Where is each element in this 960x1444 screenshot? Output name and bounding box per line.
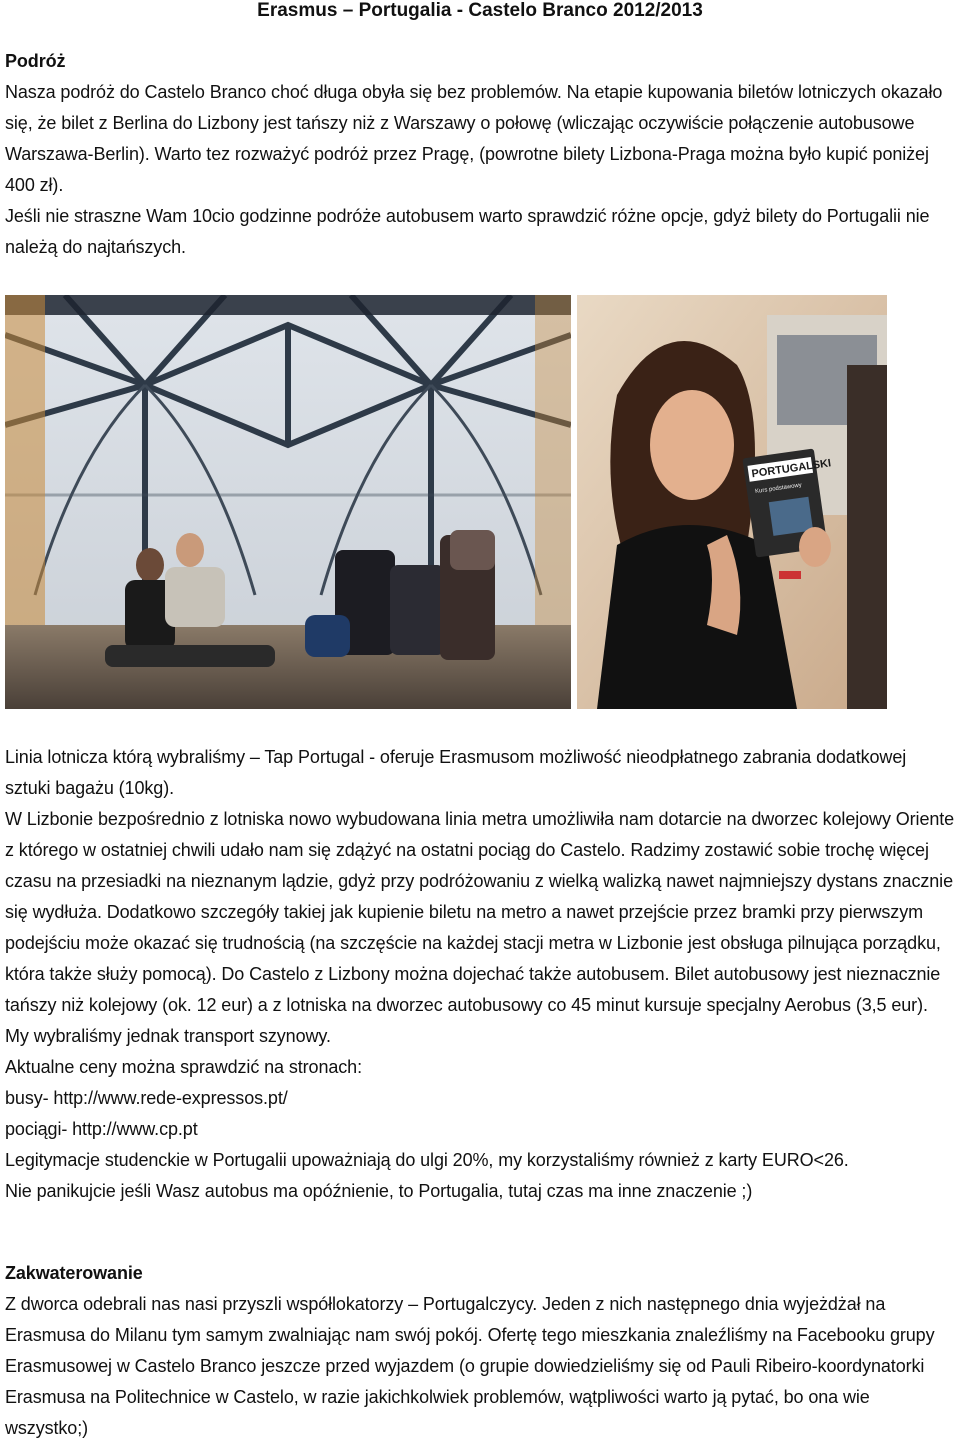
section-transport [5, 742, 955, 1207]
paragraph: Jeśli nie straszne Wam 10cio godzinne podróże autobusem warto sprawdzić różne opcje, gdyż bilety do Portugalii nie należą do najtańszych. [5, 206, 930, 257]
section-podroz [5, 46, 955, 263]
paragraph: Aktualne ceny można sprawdzić na stronach: [5, 1057, 362, 1077]
paragraph: Nie panikujcie jeśli Wasz autobus ma opóźnienie, to Portugalia, tutaj czas ma inne znaczenie ;) [5, 1181, 753, 1201]
bus-prices-link-line[interactable]: busy- http://www.rede-expressos.pt/ [5, 1088, 288, 1108]
document-title: Erasmus – Portugalia - Castelo Branco 2012/2013 [257, 0, 703, 21]
book-cover-title: PORTUGALSKI [750, 457, 832, 481]
paragraph: Nasza podróż do Castelo Branco choć długa obyła się bez problemów. Na etapie kupowania biletów lotniczych okazało się, że bilet z Berlina do Lizbony jest tańszy niż z Warszawy o połowę (wliczając oczywiście połączenie autobusowe Warszawa-Berlin). Warto tez rozważyć podróż przez Pragę, (powrotne bilety Lizbona-Praga można było kupić poniżej 400 zł). [5, 82, 943, 195]
paragraph: Z dworca odebrali nas nasi przyszli współlokatorzy – Portugalczycy. Jeden z nich następnego dnia wyjeżdżał na Erasmusa do Milanu tym samym zwalniając nam swój pokój. Ofertę tego mieszkania znaleźliśmy na Facebooku grupy Erasmusowej w Castelo Branco jeszcze przed wyjazdem (o grupie dowiedzieliśmy się od Pauli Ribeiro-koordynatorki Erasmusa na Politechnice w Castelo, w razie jakichkolwiek problemów, wątpliwości warto ją pytać, bo ona wie wszystko;) [5, 1294, 935, 1438]
section-heading-zakwaterowanie: Zakwaterowanie [5, 1263, 143, 1283]
station-photo-drawing [5, 295, 571, 709]
paragraph: Legitymacje studenckie w Portugalii upoważniają do ulgi 20%, my korzystaliśmy również z karty EURO<26. [5, 1150, 849, 1170]
train-prices-link-line[interactable]: pociągi- http://www.cp.pt [5, 1119, 198, 1139]
paragraph: Linia lotnicza którą wybraliśmy – Tap Portugal - oferuje Erasmusom możliwość nieodpłatnego zabrania dodatkowej sztuki bagażu (10kg). [5, 747, 907, 798]
paragraph: My wybraliśmy jednak transport szynowy. [5, 1026, 331, 1046]
photo-station-luggage [5, 295, 571, 709]
photo-girl-with-book [577, 295, 887, 709]
book-cover-subtitle: Kurs podstawowy [754, 482, 803, 496]
section-heading-podroz: Podróż [5, 51, 66, 71]
section-zakwaterowanie [5, 1258, 955, 1444]
paragraph: W Lizbonie bezpośrednio z lotniska nowo wybudowana linia metra umożliwiła nam dotarcie na dworzec kolejowy Oriente z którego w ostatniej chwili udało nam się zdążyć na ostatni pociąg do Castelo. Radzimy zostawić sobie trochę więcej czasu na przesiadki na nieznanym lądzie, gdyż przy podróżowaniu z wielką walizką nawet najmniejszy dystans znacznie się wydłuża. Dodatkowo szczegóły takiej jak kupienie biletu na metro a nawet przejście przez bramki przy pierwszym podejściu może okazać się trudnością (na szczęście na każdej stacji metra w Lizbonie jest obsługa pilnująca porządku, która także służy pomocą). Do Castelo z Lizbony można dojechać także autobusem. Bilet autobusowy jest nieznacznie tańszy niż kolejowy (ok. 12 eur) a z lotniska na dworzec autobusowy co 45 minut kursuje specjalny Aerobus (3,5 eur). [5, 809, 955, 1015]
girl-photo-drawing [577, 295, 887, 709]
